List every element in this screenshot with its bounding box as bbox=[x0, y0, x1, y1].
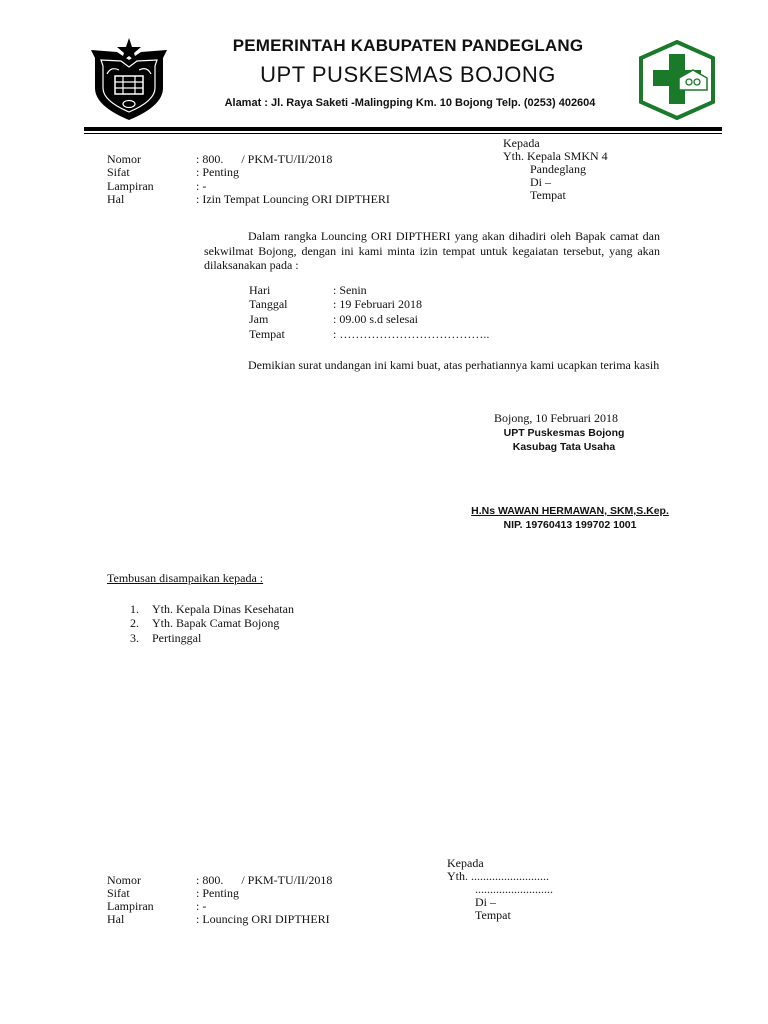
meta2-value-lampiran: : - bbox=[196, 899, 207, 913]
meta-value-lampiran: : - bbox=[196, 179, 207, 193]
signature-role: Kasubag Tata Usaha bbox=[512, 441, 616, 453]
cc-item-3: Pertinggal bbox=[152, 631, 202, 645]
detail-label-tempat: Tempat bbox=[249, 327, 285, 341]
signature-nip: NIP. 19760413 199702 1001 bbox=[503, 519, 637, 531]
meta2-value-nomor: : 800. / PKM-TU/II/2018 bbox=[196, 873, 333, 887]
gov-title: PEMERINTAH KABUPATEN PANDEGLANG bbox=[232, 36, 584, 55]
puskesmas-cross-icon bbox=[635, 40, 719, 120]
office-title: UPT PUSKESMAS BOJONG bbox=[260, 62, 556, 87]
recipient-tempat: Tempat bbox=[530, 188, 566, 202]
recipient2-tempat: Tempat bbox=[475, 908, 511, 922]
meta2-value-hal: : Louncing ORI DIPTHERI bbox=[196, 912, 330, 926]
header-rule-thick bbox=[84, 127, 722, 131]
meta-label-nomor: Nomor bbox=[107, 152, 141, 166]
body-intro: Dalam rangka Louncing ORI DIPTHERI yang akan dihadiri oleh Bapak camat dan sekwilmat Bojong, dengan ini kami minta izin tempat untuk kegaiatan tersebut, yang akan dilaksanakan pada : bbox=[204, 229, 660, 272]
letterhead bbox=[0, 30, 768, 135]
detail-value-jam: : 09.00 s.d selesai bbox=[333, 312, 418, 326]
signature-org: UPT Puskesmas Bojong bbox=[503, 427, 625, 439]
meta-label-sifat: Sifat bbox=[107, 165, 130, 179]
cc-num-2: 2. bbox=[130, 616, 139, 630]
meta2-label-sifat: Sifat bbox=[107, 886, 130, 900]
body-closing: Demikian surat undangan ini kami buat, atas perhatiannya kami ucapkan terima kasih bbox=[248, 358, 660, 372]
meta2-label-nomor: Nomor bbox=[107, 873, 141, 887]
detail-value-tempat: : ……………………………….. bbox=[333, 327, 490, 341]
detail-value-tanggal: : 19 Februari 2018 bbox=[333, 297, 422, 311]
detail-label-tanggal: Tanggal bbox=[249, 297, 288, 311]
detail-label-jam: Jam bbox=[249, 312, 269, 326]
header-rule-thin bbox=[84, 133, 722, 134]
meta2-label-hal: Hal bbox=[107, 912, 125, 926]
meta-label-hal: Hal bbox=[107, 192, 125, 206]
office-address: Alamat : Jl. Raya Saketi -Malingping Km. 10 Bojong Telp. (0253) 402604 bbox=[224, 97, 596, 109]
cc-num-3: 3. bbox=[130, 631, 139, 645]
recipient2-yth: Yth. .......................... bbox=[447, 869, 549, 883]
recipient2-di: Di – bbox=[475, 895, 496, 909]
cc-title: Tembusan disampaikan kepada : bbox=[107, 571, 264, 585]
meta-label-lampiran: Lampiran bbox=[107, 179, 154, 193]
meta2-value-sifat: : Penting bbox=[196, 886, 240, 900]
detail-label-hari: Hari bbox=[249, 283, 271, 297]
meta-value-hal: : Izin Tempat Louncing ORI DIPTHERI bbox=[196, 192, 390, 206]
signature-name: H.Ns WAWAN HERMAWAN, SKM,S.Kep. bbox=[471, 505, 669, 517]
recipient-kepada: Kepada bbox=[503, 136, 540, 150]
cc-item-2: Yth. Bapak Camat Bojong bbox=[152, 616, 280, 630]
recipient2-dots: .......................... bbox=[475, 882, 553, 896]
recipient2-kepada: Kepada bbox=[447, 856, 484, 870]
meta-value-sifat: : Penting bbox=[196, 165, 240, 179]
cc-num-1: 1. bbox=[130, 602, 139, 616]
recipient-city: Pandeglang bbox=[530, 162, 586, 176]
recipient-yth: Yth. Kepala SMKN 4 bbox=[503, 149, 608, 163]
meta2-label-lampiran: Lampiran bbox=[107, 899, 154, 913]
detail-value-hari: : Senin bbox=[333, 283, 367, 297]
cc-item-1: Yth. Kepala Dinas Kesehatan bbox=[152, 602, 294, 616]
regency-crest-icon bbox=[83, 36, 175, 122]
meta-value-nomor: : 800. / PKM-TU/II/2018 bbox=[196, 152, 333, 166]
signature-place-date: Bojong, 10 Februari 2018 bbox=[494, 411, 618, 425]
recipient-di: Di – bbox=[530, 175, 551, 189]
